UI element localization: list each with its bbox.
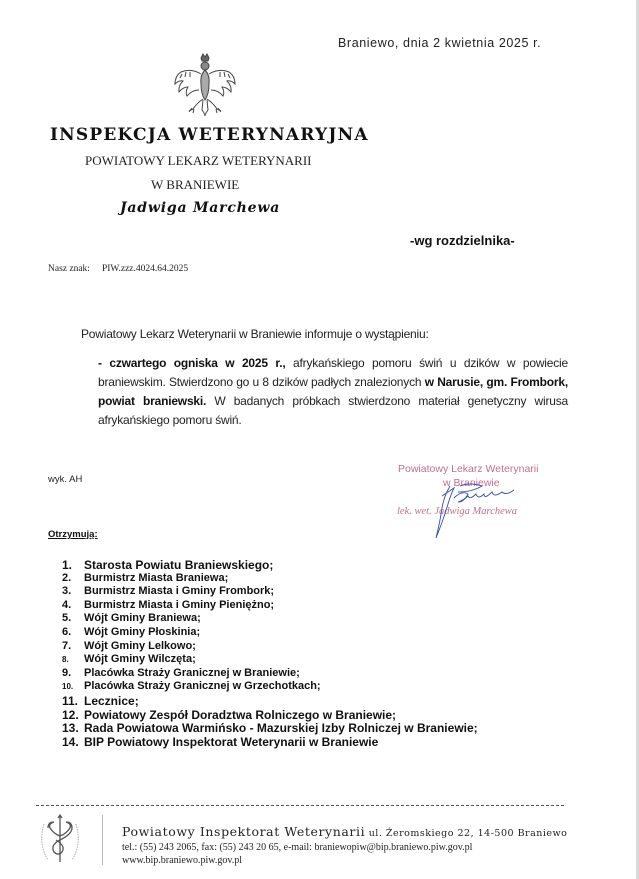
recipient-item: 1. Starosta Powiatu Braniewskiego; (62, 558, 274, 572)
recipient-item: 8. Wójt Gminy Wilczęta; (62, 653, 196, 666)
recipient-item: 12. Powiatowy Zespół Doradztwa Rolniczego w Braniewie; (62, 707, 397, 722)
recipient-item: 5. Wójt Gminy Braniewa; (62, 612, 201, 625)
stamp-line-3: lek. wet. Jadwiga Marchewa (397, 506, 518, 517)
recipients-title: Otrzymują: (48, 529, 98, 540)
polish-eagle-icon (170, 52, 240, 120)
recipient-item: 13. Rada Powiatowa Warmińsko - Mazurskiej Izby Rolniczej w Braniewie; (62, 721, 478, 736)
addressee-note: -wg rozdzielnika- (410, 233, 515, 248)
recipient-item: 11. Lecznice; (62, 693, 139, 708)
footer-contact: tel.: (55) 243 2065, fax: (55) 243 20 65, e-mail: braniewopiw@bip.braniewo.piw.gov.pl (122, 842, 473, 853)
stamp-line-1: Powiatowy Lekarz Weterynarii (398, 463, 539, 475)
body-text-2: W badanych próbkach stwierdzono materiał genetyczny wirusa afrykańskiego pomoru świń. (98, 394, 568, 427)
body-text: afrykańskiego pomoru świń u dzików w powiecie braniewskim. Stwierdzono go u 8 dzików padłych znalezionych (98, 356, 568, 389)
recipient-item: 14. BIP Powiatowy Inspektorat Weterynarii w Braniewie (62, 734, 379, 749)
footer-separator (102, 815, 103, 865)
stamp-line-2: w Braniewie (443, 477, 500, 489)
institution-subtitle: POWIATOWY LEKARZ WETERYNARII (85, 153, 312, 168)
body-bold-outbreak: - czwartego ogniska w 2025 r., (98, 356, 286, 370)
institution-location: W BRANIEWIE (151, 177, 240, 192)
footer-website: www.bip.braniewo.piw.gov.pl (122, 855, 242, 866)
prepared-by: wyk. AH (48, 474, 83, 485)
recipient-item: 2. Burmistrz Miasta Braniewa; (62, 571, 229, 584)
official-stamp (398, 463, 558, 541)
recipient-item: 6. Wójt Gminy Płoskinia; (62, 625, 201, 638)
institution-title: INSPEKCJA WETERYNARYJNA (50, 125, 369, 145)
recipient-item: 7. Wójt Gminy Lelkowo; (62, 639, 196, 652)
recipient-item: 9. Placówka Straży Granicznej w Braniewie; (62, 666, 300, 679)
footer-divider (36, 805, 564, 806)
footer-address: ul. Żeromskiego 22, 14-500 Braniewo (365, 828, 568, 839)
footer-org-line (122, 821, 567, 840)
recipients-list (62, 558, 478, 748)
reference-number (48, 264, 188, 274)
reference-value: PIW.zzz.4024.64.2025 (101, 264, 189, 274)
intro-text: Powiatowy Lekarz Weterynarii w Braniewie informuje o wystąpieniu: (81, 327, 429, 341)
signature-icon (418, 478, 538, 542)
reference-label: Nasz znak: (48, 264, 90, 274)
date-line: Braniewo, dnia 2 kwietnia 2025 r. (338, 36, 542, 50)
recipient-item: 4. Burmistrz Miasta i Gminy Pieniężno; (62, 598, 275, 611)
veterinary-caduceus-icon (38, 812, 82, 868)
footer-org-name: Powiatowy Inspektorat Weterynarii (122, 824, 366, 839)
recipient-item: 3. Burmistrz Miasta i Gminy Frombork; (62, 585, 275, 598)
body-paragraph (98, 354, 568, 430)
body-bold-location: w Narusie, gm. Frombork, powiat braniewski. (98, 375, 568, 408)
officer-name: Jadwiga Marchewa (120, 200, 281, 216)
recipient-item: 10. Placówka Straży Granicznej w Grzechotkach; (62, 680, 321, 693)
